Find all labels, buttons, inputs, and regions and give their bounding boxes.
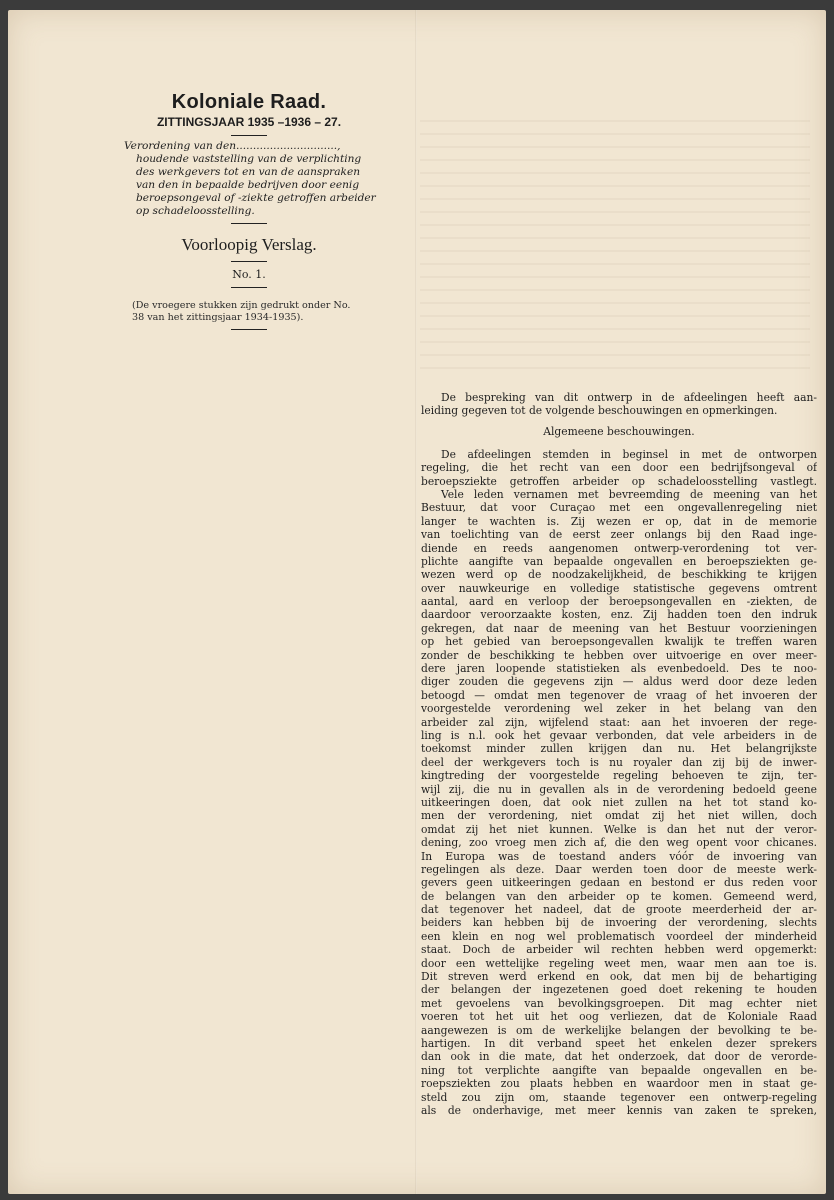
text-line: voeren tot het uit het oog verliezen, dat de Koloniale Raad <box>421 1010 817 1024</box>
text-line: voorgestelde verordening wel zeker in het belang van den <box>421 702 817 716</box>
text-line: kingtreding der voorgestelde regeling behoeven te zijn, ter- <box>421 769 817 783</box>
subject-description <box>124 140 378 218</box>
intro-paragraph <box>421 391 817 418</box>
text-line: de belangen van den arbeider op te komen. Gemeend werd, <box>421 889 817 903</box>
document-page <box>8 10 826 1194</box>
text-line: op het gebied van beroepsongevallen kwalijk te treffen waren <box>421 635 817 649</box>
text-line: arbeider zal zijn, wijfelend staat: aan het invoeren der rege- <box>421 715 817 729</box>
subject-line: des werkgevers tot en van de aanspraken <box>136 166 361 178</box>
text-line: der belangen der ingezetenen goed doet rekening te houden <box>421 983 817 997</box>
subject-line: van den in bepaalde bedrijven door eenig <box>136 179 360 191</box>
text-line: plichte aangifte van bepaalde ongevallen en beroepsziekten ge- <box>421 554 817 568</box>
paragraph <box>421 488 817 1117</box>
text-line: ning tot verplichte aangifte van bepaalde ongevallen en be- <box>421 1063 817 1077</box>
subject-line: beroepsongeval of -ziekte getroffen arbeider <box>136 192 376 204</box>
paragraph <box>421 448 817 488</box>
divider-rule <box>231 135 267 136</box>
text-line: als de onderhavige, met meer kennis van zaken te spreken, <box>421 1103 817 1117</box>
text-line: toekomst minder zullen krijgen dan nu. Het belangrijkste <box>421 742 817 756</box>
text-line: dan ook in die mate, dat het onderzoek, dat door de verorde- <box>421 1050 817 1064</box>
text-line: met gevoelens van bevolkingsgroepen. Dit mag echter niet <box>421 996 817 1010</box>
text-line: beroepsziekte getroffen arbeider op schadeloosstelling vastlegt. <box>421 474 817 488</box>
subject-line: Verordening van den.............................., <box>124 140 341 152</box>
document-header <box>120 90 378 334</box>
text-line: hartigen. In dit verband speet het enkelen dezer sprekers <box>421 1036 817 1050</box>
text-line: Bestuur, dat voor Curaçao met een ongevallenregeling niet <box>421 501 817 515</box>
text-line: leiding gegeven tot de volgende beschouwingen en opmerkingen. <box>421 404 778 418</box>
text-line: dening, zoo vroeg men zich af, die den weg opent voor chicanes. <box>421 836 817 850</box>
text-line: een klein en nog wel problematisch voordeel der minderheid <box>421 929 817 943</box>
text-line: uitkeeringen doen, dat ook niet zullen na het tot stand ko- <box>421 795 817 809</box>
text-line: men der verordening, niet omdat zij het niet willen, doch <box>421 809 817 823</box>
text-line: wijl zij, die nu in gevallen als in de verordening bedoeld geene <box>421 782 817 796</box>
section-heading: Algemeene beschouwingen. <box>543 424 695 438</box>
session-year: ZITTINGSJAAR 1935 –1936 – 27. <box>156 115 342 129</box>
text-line: steld zou zijn om, staande tegenover een ontwerp-regeling <box>421 1090 817 1104</box>
text-line: over nauwkeurige en volledige statistische gegevens omtrent <box>421 581 817 595</box>
text-line: aangewezen is om de werkelijke belangen der bevolking te be- <box>421 1023 817 1037</box>
bleed-through-texture <box>420 120 810 370</box>
text-line: zonder de beschikking te hebben over uitvoerige en over meer- <box>421 648 817 662</box>
text-line: langer te wachten is. Zij wezen er op, dat in de memorie <box>421 514 817 528</box>
text-line: door een wettelijke regeling weet men, waar men aan toe is. <box>421 956 817 970</box>
divider-rule <box>231 261 267 262</box>
text-line: van toelichting van de eerst zeer onlangs bij den Raad inge- <box>421 528 817 542</box>
report-title: Voorloopig Verslag. <box>181 235 317 254</box>
text-line: Vele leden vernamen met bevreemding de meening van het <box>441 487 817 501</box>
text-line: diger zouden die gegevens zijn — aldus werd door deze leden <box>421 675 817 689</box>
text-line: roepsziekten zou plaats hebben en waardoor men in staat ge- <box>421 1077 817 1091</box>
divider-rule <box>231 223 267 224</box>
text-line: gekregen, dat naar de meening van het Bestuur voorzieningen <box>421 621 817 635</box>
divider-rule <box>231 287 267 288</box>
subject-line: op schadeloosstelling. <box>136 205 255 217</box>
report-body <box>421 391 817 1117</box>
text-line: beiders kan hebben bij de invoering der verordening, slechts <box>421 916 817 930</box>
text-line: dere jaren loopende statistieken als evenbedoeld. Des te noo- <box>421 662 817 676</box>
text-line: daardoor veroorzaakte kosten, enz. Zij hadden toen den indruk <box>421 608 817 622</box>
text-line: wezen werd op de noodzakelijkheid, de beschikking te krijgen <box>421 568 817 582</box>
text-line: betoogd — omdat men tegenover de vraag of het invoeren der <box>421 688 817 702</box>
divider-rule <box>231 329 267 330</box>
report-number: No. 1. <box>232 268 266 281</box>
note-line: 38 van het zittingsjaar 1934-1935). <box>132 312 304 323</box>
text-line: De afdeelingen stemden in beginsel in met de ontworpen <box>441 447 817 461</box>
page-fold <box>415 10 417 1194</box>
text-line: deel der werkgevers toch is nu royaler dan zij bij de inwer- <box>421 755 817 769</box>
text-line: regelingen als deze. Daar werden toen door de meeste werk- <box>421 862 817 876</box>
text-line: De bespreking van dit ontwerp in de afdeelingen heeft aan- <box>441 391 817 404</box>
text-line: regeling, die het recht van een door een bedrijfsongeval of <box>421 461 817 475</box>
text-line: gevers geen uitkeeringen gedaan en bestond er dus reden voor <box>421 876 817 890</box>
document-title: Koloniale Raad. <box>171 91 327 113</box>
subject-line: houdende vaststelling van de verplichting <box>136 153 362 165</box>
note-line: (De vroegere stukken zijn gedrukt onder No. <box>132 300 351 311</box>
text-line: staat. Doch de arbeider wil rechten hebben werd opgemerkt: <box>421 943 817 957</box>
earlier-documents-note <box>132 300 378 324</box>
text-line: ling is n.l. ook het gevaar verbonden, dat vele arbeiders in de <box>421 728 817 742</box>
text-line: omdat zij het niet kunnen. Welke is dan het nut der veror- <box>421 822 817 836</box>
text-line: Dit streven werd erkend en ook, dat men bij de behartiging <box>421 970 817 984</box>
text-line: aantal, aard en verloop der beroepsongevallen en -ziekten, de <box>421 595 817 609</box>
text-line: In Europa was de toestand anders vóór de invoering van <box>421 849 817 863</box>
text-line: diende en reeds aangenomen ontwerp-verordening tot ver- <box>421 541 817 555</box>
text-line: dat tegenover het nadeel, dat de groote meerderheid der ar- <box>421 903 817 917</box>
